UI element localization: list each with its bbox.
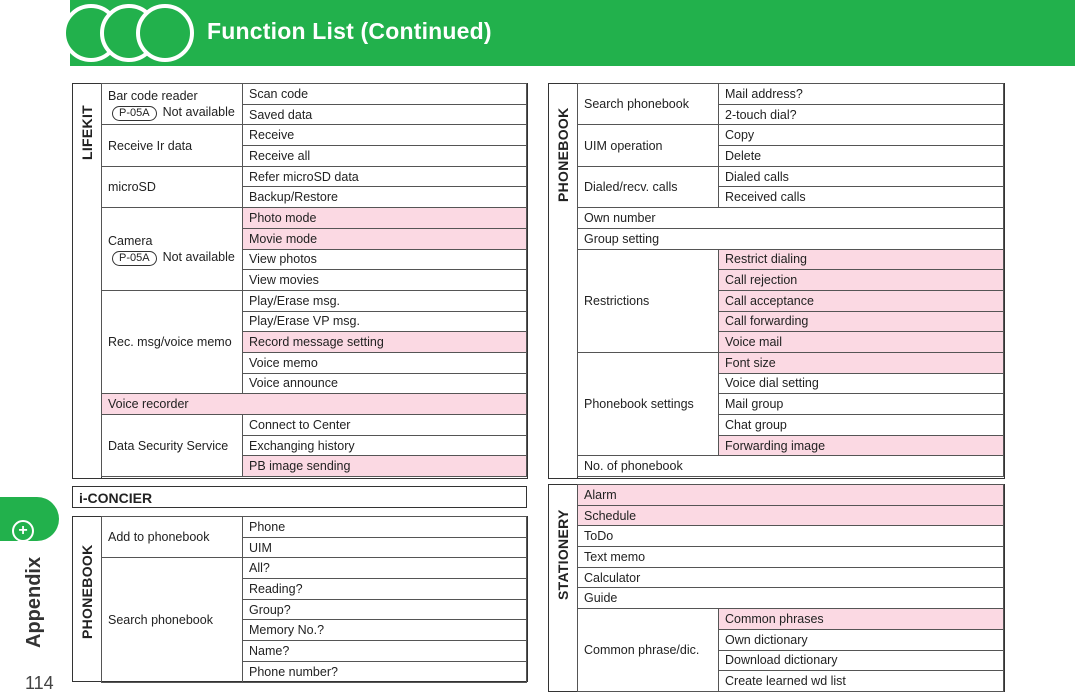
table-cell: Own number xyxy=(578,208,1004,229)
table-cell: All? xyxy=(243,558,527,579)
phonebook-right-label: PHONEBOOK xyxy=(549,84,578,478)
table-cell: Voice mail xyxy=(719,332,1004,353)
table-cell: Bar code reader P-05A Not available xyxy=(102,84,243,125)
table-cell: Call forwarding xyxy=(719,311,1004,332)
table-cell: Search phonebook xyxy=(578,84,719,125)
plus-icon: + xyxy=(12,520,34,542)
page-title: Function List (Continued) xyxy=(207,18,492,44)
page-number: 114 xyxy=(25,673,54,693)
table-cell: Data Security Service xyxy=(102,415,243,477)
table-cell: Call acceptance xyxy=(719,290,1004,311)
phonebook-right-table xyxy=(577,83,1004,477)
table-cell: Phone number? xyxy=(243,661,527,682)
table-cell: Camera P-05A Not available xyxy=(102,208,243,291)
table-cell: UIM operation xyxy=(578,125,719,166)
table-cell: View photos xyxy=(243,249,527,270)
table-cell: Call rejection xyxy=(719,270,1004,291)
table-cell: Movie mode xyxy=(243,228,527,249)
table-cell: Name? xyxy=(243,641,527,662)
table-cell: Chat group xyxy=(719,415,1004,436)
table-cell: Refer microSD data xyxy=(243,166,527,187)
table-cell: Voice announce xyxy=(243,373,527,394)
table-cell: PB image sending xyxy=(243,456,527,477)
table-cell: Alarm xyxy=(578,485,1004,506)
table-cell: Delete xyxy=(719,146,1004,167)
table-cell: Play/Erase VP msg. xyxy=(243,311,527,332)
table-cell: Memory No.? xyxy=(243,620,527,641)
table-cell: View movies xyxy=(243,270,527,291)
table-cell: Reading? xyxy=(243,579,527,600)
table-cell: UIM xyxy=(243,537,527,558)
table-cell: Text memo xyxy=(578,547,1004,568)
table-cell: Voice dial setting xyxy=(719,373,1004,394)
table-cell: Common phrases xyxy=(719,609,1004,630)
table-cell: Download dictionary xyxy=(719,650,1004,671)
table-cell: Forwarding image xyxy=(719,435,1004,456)
table-cell: microSD xyxy=(102,166,243,207)
table-cell: No. of phonebook xyxy=(578,456,1004,477)
table-cell: Receive xyxy=(243,125,527,146)
table-cell: Phone xyxy=(243,517,527,538)
table-cell: Calculator xyxy=(578,567,1004,588)
lifekit-label: LIFEKIT xyxy=(73,84,102,478)
table-cell: Backup/Restore xyxy=(243,187,527,208)
iconcier-heading: i-CONCIER xyxy=(72,486,527,508)
lifekit-table xyxy=(101,83,527,477)
stationery-label: STATIONERY xyxy=(549,485,578,691)
table-cell: Voice memo xyxy=(243,352,527,373)
table-cell: Group? xyxy=(243,599,527,620)
table-cell: Font size xyxy=(719,352,1004,373)
stationery-table xyxy=(577,484,1004,692)
table-cell: Dialed/recv. calls xyxy=(578,166,719,207)
table-cell: Play/Erase msg. xyxy=(243,290,527,311)
table-cell: Mail address? xyxy=(719,84,1004,105)
table-cell: Receive all xyxy=(243,146,527,167)
table-cell: Phonebook settings xyxy=(578,352,719,455)
table-cell: Voice recorder xyxy=(102,394,527,415)
table-cell: Dialed calls xyxy=(719,166,1004,187)
table-cell: Received calls xyxy=(719,187,1004,208)
table-cell: Photo mode xyxy=(243,208,527,229)
table-cell: Guide xyxy=(578,588,1004,609)
table-cell: Rec. msg/voice memo xyxy=(102,290,243,393)
table-cell: Saved data xyxy=(243,104,527,125)
phonebook-left-table xyxy=(101,516,527,683)
table-cell: 2-touch dial? xyxy=(719,104,1004,125)
table-cell: Own dictionary xyxy=(719,629,1004,650)
table-cell: Create learned wd list xyxy=(719,671,1004,692)
table-cell: Add to phonebook xyxy=(102,517,243,558)
table-cell: Common phrase/dic. xyxy=(578,609,719,692)
table-cell: Group setting xyxy=(578,228,1004,249)
table-cell: Scan code xyxy=(243,84,527,105)
table-cell: Receive Ir data xyxy=(102,125,243,166)
table-cell: Copy xyxy=(719,125,1004,146)
table-cell: Search phonebook xyxy=(102,558,243,682)
table-cell: Record message setting xyxy=(243,332,527,353)
phonebook-left-label: PHONEBOOK xyxy=(73,517,102,681)
table-cell: Schedule xyxy=(578,505,1004,526)
table-cell: ToDo xyxy=(578,526,1004,547)
table-cell: Exchanging history xyxy=(243,435,527,456)
table-cell: Mail group xyxy=(719,394,1004,415)
table-cell: Restrict dialing xyxy=(719,249,1004,270)
table-cell: Connect to Center xyxy=(243,415,527,436)
table-cell: Restrictions xyxy=(578,249,719,352)
appendix-label: Appendix xyxy=(23,556,45,648)
